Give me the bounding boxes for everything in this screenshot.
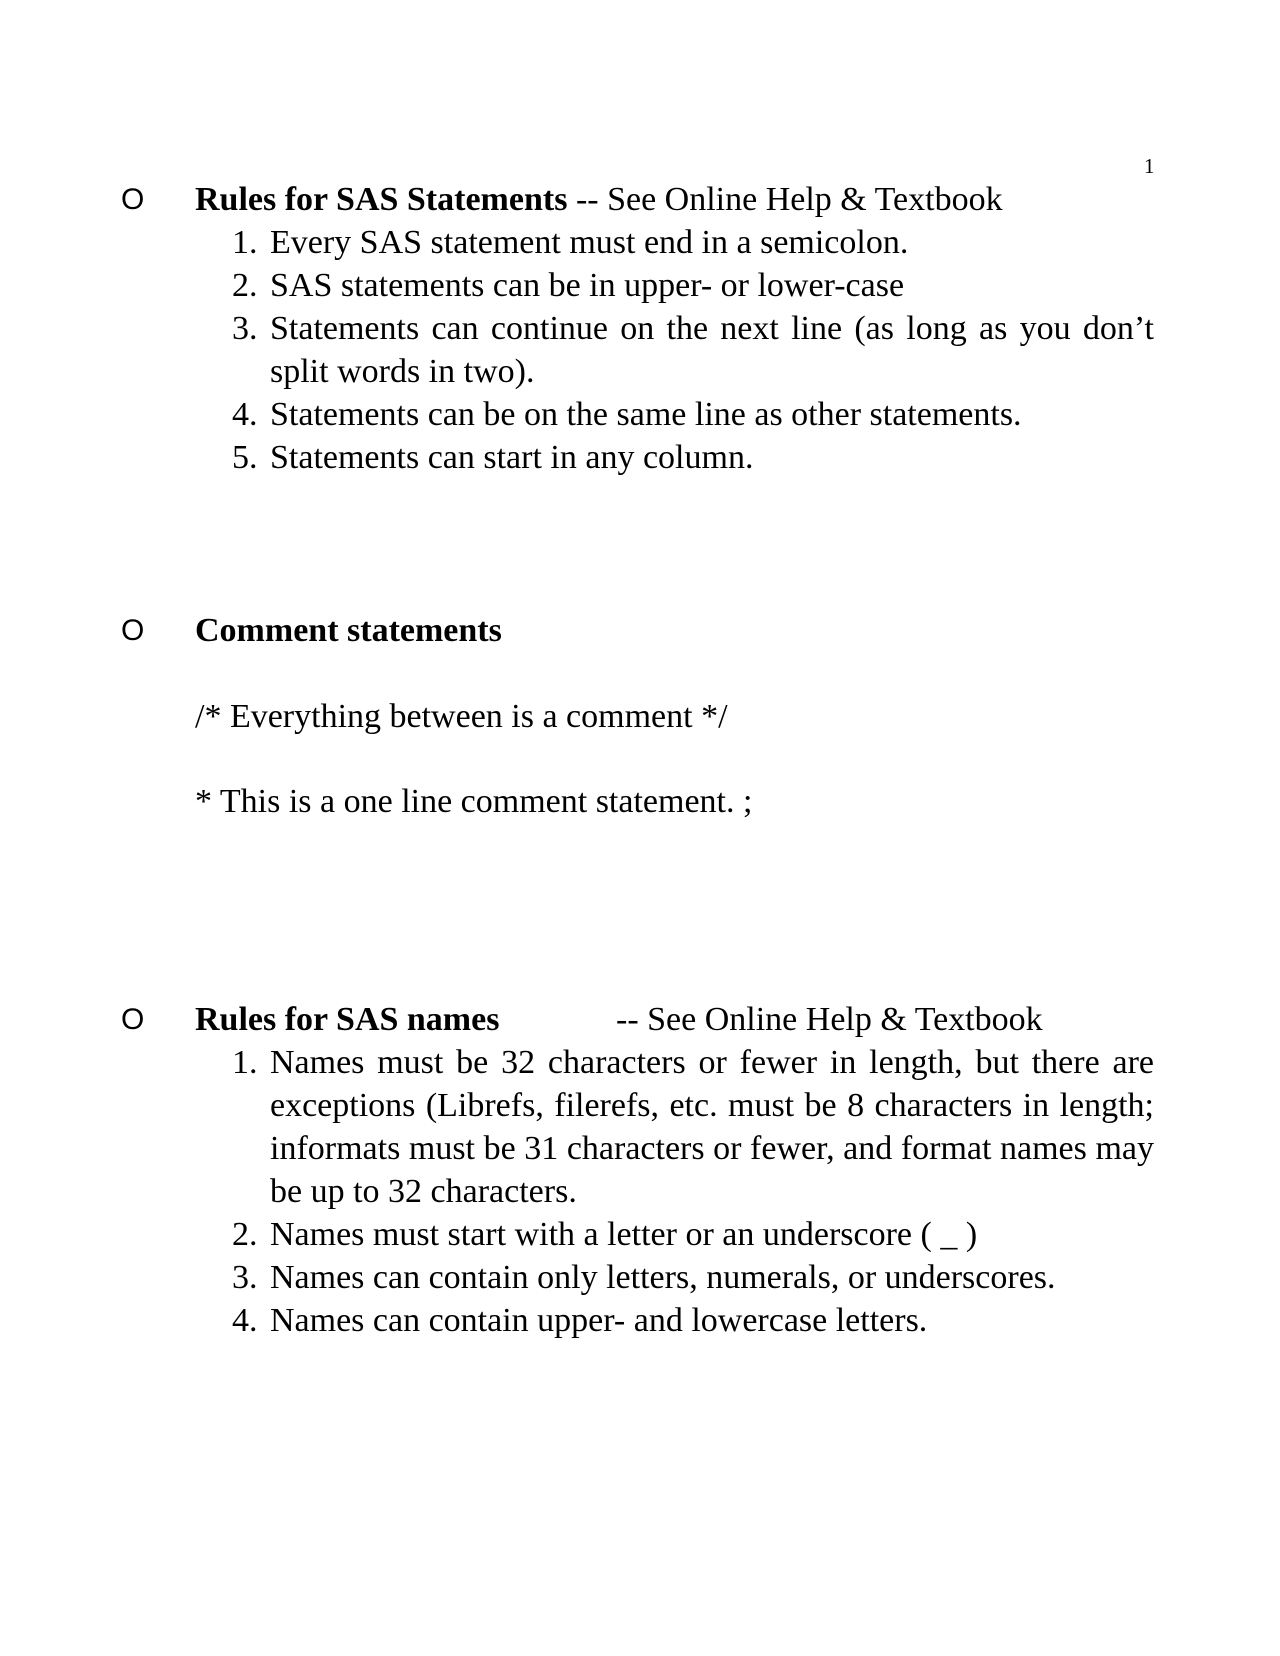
list-item	[0, 264, 1154, 307]
section-heading	[195, 178, 1003, 221]
list-item-text: Names can contain upper- and lowercase letters.	[270, 1302, 928, 1339]
list-item	[0, 1256, 1154, 1299]
list-item-text: Statements can continue on the next line (as long as you don’t split words in two).	[270, 310, 1154, 390]
comment-line-example: * This is a one line comment statement. ;	[195, 783, 753, 820]
list-item-number: 1.	[232, 224, 258, 261]
list-item-number: 1.	[232, 1044, 258, 1081]
page-number: 1	[1144, 154, 1155, 178]
heading-title: Rules for SAS names	[195, 1001, 500, 1038]
section-heading	[195, 998, 499, 1041]
list-item-number: 4.	[232, 1302, 258, 1339]
section-heading	[195, 609, 502, 652]
list-item	[0, 307, 1154, 393]
list-item-text: Statements can start in any column.	[270, 439, 754, 476]
list-item-number: 3.	[232, 1259, 258, 1296]
heading-title: Rules for SAS Statements	[195, 181, 568, 218]
list-item-text: Names must be 32 characters or fewer in length, but there are exceptions (Librefs, filerefs, etc. must be 8 characters in length; informats must be 31 characters or fewer, and format names may be up to 32 characters.	[270, 1044, 1154, 1210]
list-item	[0, 393, 1154, 436]
list-item-text: SAS statements can be in upper- or lower-case	[270, 267, 905, 304]
rules-list	[0, 221, 1154, 479]
bullet-icon: O	[121, 183, 145, 216]
list-item-text: Names must start with a letter or an underscore ( _ )	[270, 1216, 978, 1253]
list-item-text: Every SAS statement must end in a semicolon.	[270, 224, 909, 261]
list-item-text: Names can contain only letters, numerals, or underscores.	[270, 1259, 1056, 1296]
list-item	[0, 221, 1154, 264]
rules-list	[0, 1041, 1154, 1342]
list-item-number: 4.	[232, 396, 258, 433]
list-item-text: Statements can be on the same line as other statements.	[270, 396, 1022, 433]
list-item	[0, 436, 1154, 479]
heading-reference: -- See Online Help & Textbook	[567, 181, 1003, 218]
list-item-number: 5.	[232, 439, 258, 476]
list-item-number: 2.	[232, 267, 258, 304]
list-item-number: 3.	[232, 310, 258, 347]
comment-block-example: /* Everything between is a comment */	[195, 698, 728, 735]
heading-title: Comment statements	[195, 612, 502, 649]
bullet-icon: O	[121, 614, 145, 647]
bullet-icon: O	[121, 1003, 145, 1036]
list-item	[0, 1299, 1154, 1342]
heading-reference: -- See Online Help & Textbook	[616, 1001, 1043, 1038]
list-item	[0, 1213, 1154, 1256]
list-item-number: 2.	[232, 1216, 258, 1253]
list-item	[0, 1041, 1154, 1213]
